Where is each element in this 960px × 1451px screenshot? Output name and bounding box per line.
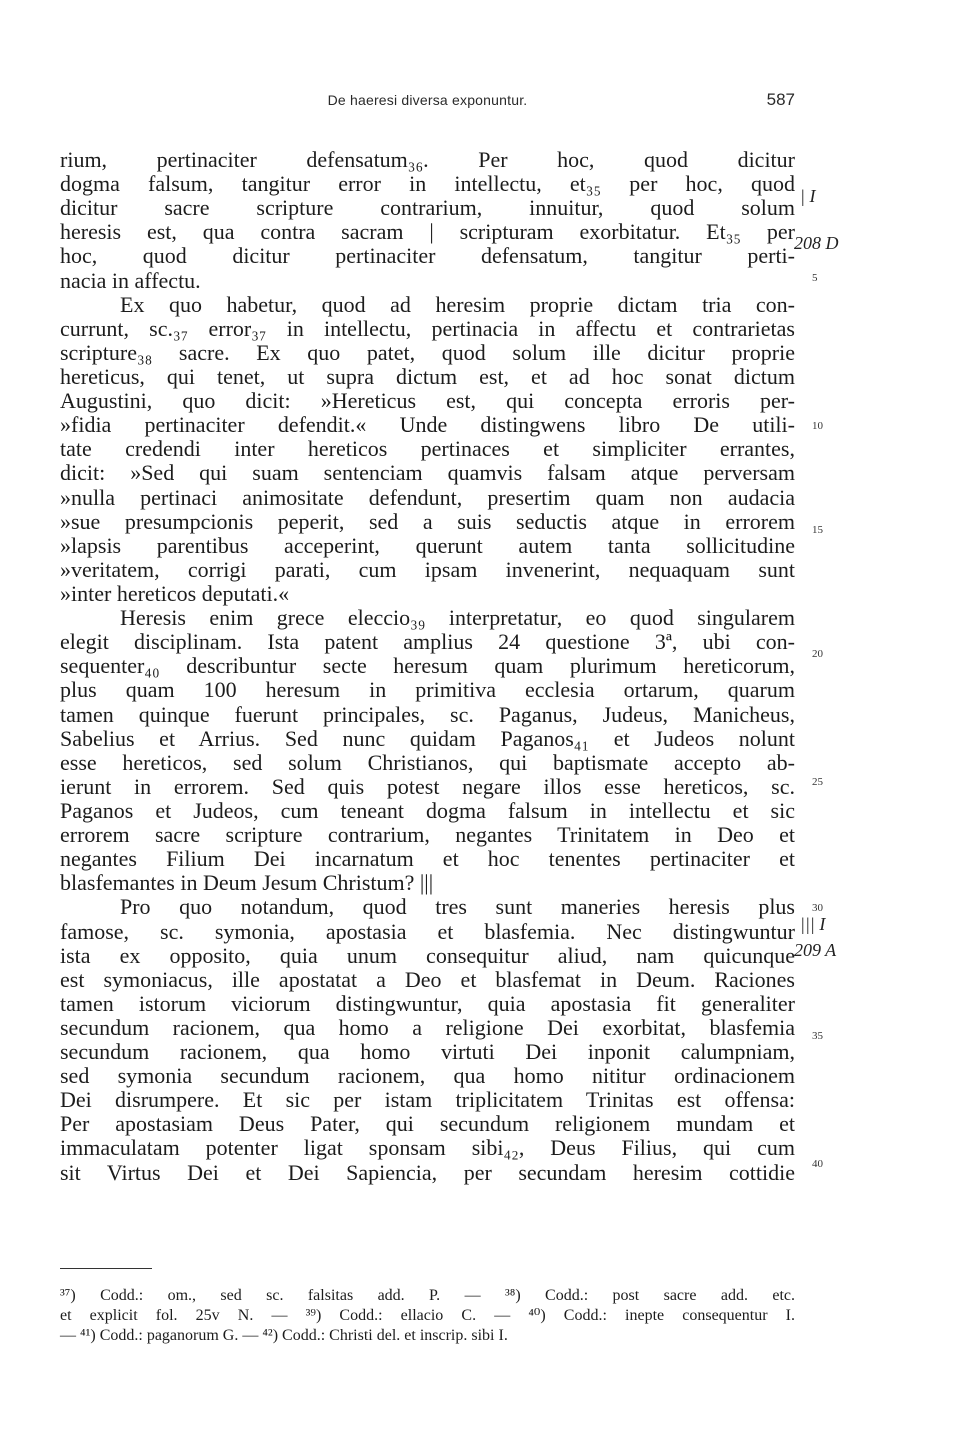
text-line: heresis est, qua contra sacram | scripturam exorbitatur. Et₃₅ per — [60, 219, 795, 245]
margin-note: 208 D — [794, 233, 839, 253]
text-line: hereticus, qui tenet, ut supra dictum est, et ad hoc sonat dictum — [60, 363, 795, 389]
text-line: elegit disciplinam. Ista patent amplius 24 questione 3ª, ubi con- — [60, 629, 795, 655]
text-line: currunt, sc.₃₇ error₃₇ in intellectu, pertinacia in affectu et contrarietas — [60, 315, 795, 341]
text-line: errorem sacre scripture contrarium, negantes Trinitatem in Deo et — [60, 822, 795, 848]
text-line: »inter hereticos deputati.« — [60, 580, 290, 606]
text-line: negantes Filium Dei incarnatum et hoc tenentes pertinaciter et — [60, 846, 795, 872]
text-line: nacia in affectu. — [60, 267, 201, 293]
text-line: secundum racionem, qua homo virtuti Dei inponit calumpniam, — [60, 1039, 795, 1065]
line-number: 5 — [812, 272, 818, 284]
margin-note: | I — [800, 186, 816, 206]
text-line: plus quam 100 heresum in primitiva ecclesia ortarum, quarum — [60, 677, 795, 703]
footnote-line: ³⁷) Codd.: om., sed sc. falsitas add. P. — ³⁸) Codd.: post sacre add. etc. — [60, 1287, 795, 1304]
footnote-line: et explicit fol. 25v N. — ³⁹) Codd.: ellacio C. — ⁴⁰) Codd.: inepte consequentur I. — [60, 1307, 795, 1324]
text-line: dogma falsum, tangitur error in intellectu, et₃₅ per hoc, quod — [60, 171, 795, 197]
text-line: est symoniacus, ille apostatat a Deo et blasfemat in Deum. Raciones — [60, 966, 795, 992]
footnote-line: — ⁴¹) Codd.: paganorum G. — ⁴²) Codd.: Christi del. et inscrip. sibi I. — [60, 1327, 508, 1344]
text-line: »lapsis parentibus acceperint, querunt autem tanta sollicitudine — [60, 532, 795, 558]
text-line: tate credendi inter hereticos pertinaces et simpliciter errantes, — [60, 436, 795, 462]
text-line: dicitur sacre scripture contrarium, innuitur, quod solum — [60, 195, 795, 221]
text-line: hoc, quod dicitur pertinaciter defensatum, tangitur perti- — [60, 243, 795, 269]
line-number: 25 — [812, 776, 823, 788]
running-header — [60, 88, 795, 118]
footnote-rule — [60, 1268, 152, 1269]
text-line: dicit: »Sed qui suam sentenciam quamvis falsam atque perversam — [60, 460, 795, 486]
text-line: rium, pertinaciter defensatum₃₆. Per hoc, quod dicitur — [60, 147, 795, 172]
text-line: secundum racionem, qua homo a religione Dei exorbitat, blasfemia — [60, 1014, 795, 1040]
text-line: immaculatam potenter ligat sponsam sibi₄₂, Deus Filius, qui cum — [60, 1135, 795, 1161]
text-line: ierunt in errorem. Sed quis potest negare illos esse hereticos, sc. — [60, 773, 795, 799]
text-line: blasfemantes in Deum Jesum Christum? ||| — [60, 870, 434, 896]
page-number: 587 — [766, 90, 795, 109]
running-title: De haeresi diversa exponuntur. — [327, 92, 528, 108]
text-line: esse hereticos, sed solum Christianos, qui baptismate accepto ab- — [60, 749, 795, 775]
text-line: »nulla pertinaci animositate defendunt, presertim quam non audacia — [60, 484, 795, 510]
line-number: 35 — [812, 1030, 823, 1042]
text-line: sed symonia secundum racionem, qua homo nititur ordinacionem — [60, 1063, 795, 1089]
text-line: Pro quo notandum, quod tres sunt maneries heresis plus — [120, 894, 795, 920]
footnotes — [60, 1286, 795, 1346]
margin-note: 209 A — [794, 940, 837, 960]
body-text — [60, 148, 795, 1185]
margin-note: ||| I — [800, 914, 826, 934]
line-number: 15 — [812, 524, 823, 536]
text-line: Paganos et Judeos, cum teneant dogma falsum in intellectu et sic — [60, 797, 795, 823]
line-number: 40 — [812, 1158, 823, 1170]
text-line: famose, sc. symonia, apostasia et blasfemia. Nec distingwuntur — [60, 918, 795, 944]
text-line: Augustini, quo dicit: »Hereticus est, qui concepta erroris per- — [60, 388, 795, 414]
text-line: »sue presumpcionis peperit, sed a suis seductis atque in errorem — [60, 508, 795, 534]
text-line: scripture₃₈ sacre. Ex quo patet, quod solum ille dicitur proprie — [60, 339, 795, 365]
text-line: tamen quinque fuerunt principales, sc. Paganus, Judeus, Manicheus, — [60, 701, 795, 727]
text-line: Heresis enim grece eleccio₃₉ interpretatur, eo quod singularem — [120, 605, 795, 631]
text-line: »fidia pertinaciter defendit.« Unde distingwens libro De utili- — [60, 412, 795, 438]
text-line: Dei disrumpere. Et sic per istam triplicitatem Trinitas est offensa: — [60, 1087, 795, 1113]
text-line: Ex quo habetur, quod ad heresim proprie dictam tria con- — [120, 291, 795, 317]
line-number: 30 — [812, 902, 823, 914]
text-line: Per apostasiam Deus Pater, qui secundum religionem mundam et — [60, 1111, 795, 1137]
text-line: sit Virtus Dei et Dei Sapiencia, per secundam heresim cottidie — [60, 1159, 795, 1185]
text-line: »veritatem, corrigi parati, cum ipsam invenerint, nequaquam sunt — [60, 556, 795, 582]
text-line: Sabelius et Arrius. Sed nunc quidam Paganos₄₁ et Judeos nolunt — [60, 725, 795, 751]
text-line: ista ex opposito, quia unum consequitur aliud, nam quicunque — [60, 942, 795, 968]
text-line: tamen istorum viciorum distingwuntur, quia apostasia fit generaliter — [60, 990, 795, 1016]
text-line: sequenter₄₀ describuntur secte heresum quam plurimum hereticorum, — [60, 653, 795, 679]
line-number: 20 — [812, 648, 823, 660]
line-number: 10 — [812, 420, 823, 432]
